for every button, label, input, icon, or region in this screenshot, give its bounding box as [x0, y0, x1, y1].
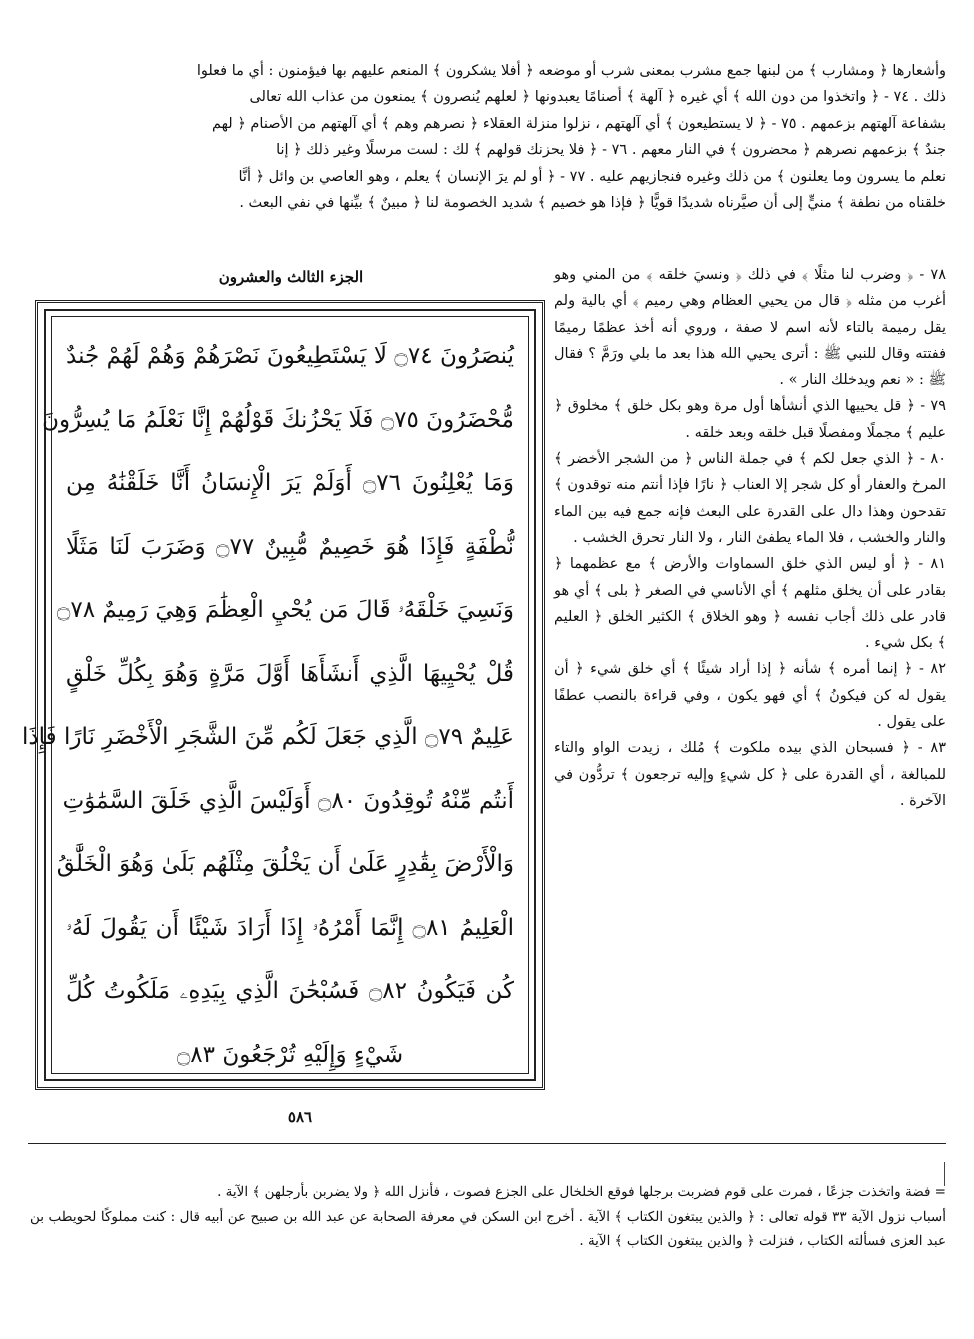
tafsir-paragraph: ٨٠ - ﴿ الذي جعل لكم ﴾ في جملة الناس ﴿ من الشجر الأخضر ﴾ المرخ والعفار أو كل شجر إلا العناب ﴿ نارًا فإذا أنتم منه توقدون ﴾ تقدحون وهذا دال على القدرة على البعث فإنه جمع فيه بين الماء والنار والخشب ، فلا الماء يطفئ النار ، ولا النار تحرق الخشب .	[554, 451, 946, 546]
quran-line: وَمَا يُعْلِنُونَ ۝٧٦ أَوَلَمْ يَرَ الْإِنسَانُ أَنَّا خَلَقْنَٰهُ مِن	[66, 470, 514, 496]
footnote: = فضة واتخذت جزعًا ، فمرت على قوم فضربت برجلها فوقع الخلخال على الجزع فصوت ، فأنزل الله ﴿ ولا يضربن بأرجلهن ﴾ الآية .	[217, 1184, 946, 1200]
footnotes	[30, 1180, 946, 1254]
commentary-line: بشفاعة آلهتهم بزعمهم . ٧٥ - ﴿ لا يستطيعون ﴾ أي آلهتهم ، نزلوا منزلة العقلاء ﴿ نصرهم وهم ﴾ أي آلهتهم من الأصنام ﴿ لهم	[211, 115, 946, 132]
quran-line: مُّحْضَرُونَ ۝٧٥ فَلَا يَحْزُنكَ قَوْلُهُمْ إِنَّا نَعْلَمُ مَا يُسِرُّونَ	[42, 406, 514, 433]
quran-line: عَلِيمٌ ۝٧٩ الَّذِي جَعَلَ لَكُم مِّنَ الشَّجَرِ الْأَخْضَرِ نَارًا فَإِذَا	[22, 724, 514, 750]
tafsir-paragraph: ٨٢ - ﴿ إنما أمره ﴾ شأنه ﴿ إذا أراد شيئًا ﴾ أي خلق شيء ﴿ أن يقول له كن فيكونُ ﴾ أي فهو يكون ، وفي قراءة بالنصب عطفًا على يقول .	[554, 661, 946, 731]
commentary-line: جندٌ ﴾ بزعمهم نصرهم ﴿ محضرون ﴾ في النار معهم . ٧٦ - ﴿ فلا يحزنك قولهم ﴾ لك : لست مرسلًا وغير ذلك ﴿ إنا	[276, 142, 946, 159]
quran-line: الْعَلِيمُ ۝٨١ إِنَّمَا أَمْرُهُۥ إِذَا أَرَادَ شَيْئًا أَن يَقُولَ لَهُۥ	[66, 914, 514, 941]
page-number: ٥٨٦	[287, 1108, 313, 1126]
tafsir-paragraph: ٨٣ - ﴿ فسبحان الذي بيده ملكوت ﴾ مُلك ، زيدت الواو والتاء للمبالغة ، أي القدرة على ﴿ كل شيءٍ وإليه ترجعون ﴾ تردُّون في الآخرة .	[554, 740, 946, 809]
quran-text-area	[22, 316, 529, 1074]
quran-frame	[22, 300, 545, 1090]
quran-line: وَالْأَرْضَ بِقَٰدِرٍ عَلَىٰ أَن يَخْلُقَ مِثْلَهُم بَلَىٰ وَهُوَ الْخَلَّٰقُ	[56, 851, 514, 877]
quran-line: يُنصَرُونَ ۝٧٤ لَا يَسْتَطِيعُونَ نَصْرَهُمْ وَهُمْ لَهُمْ جُندٌ	[66, 343, 514, 369]
commentary-line: ذلك . ٧٤ - ﴿ واتخذوا من دون الله ﴾ أي غيره ﴿ آلهة ﴾ أصنامًا يعبدونها ﴿ لعلهم يُنصرون ﴾ يمنعون من عذاب الله تعالى	[249, 89, 946, 106]
tafsir-paragraph: ٧٨ - ﴿ وضرب لنا مثلًا ﴾ في ذلك ﴿ ونسيَ خلقه ﴾ من المني وهو أغرب من مثله ﴿ قال من يحيي العظام وهي رميم ﴾ أي بالية ولم يقل رميمة بالتاء لأنه اسم لا صفة ، وروي أنه أخذ عظمًا رميمًا ففتته وقال للنبي ﷺ : أترى يحيي الله هذا بعد ما بلي ورَمَّ ؟ فقال ﷺ : « نعم ويدخلك النار » .	[554, 267, 946, 389]
tafsir-paragraph: ٨١ - ﴿ أو ليس الذي خلق السماوات والأرض ﴾ مع عظمهما ﴿ بقادر على أن يخلق مثلهم ﴾ أي الأناسي في الصغر ﴿ بلى ﴾ أي هو قادر على ذلك أجاب نفسه ﴿ وهو الخلاق ﴾ الكثير الخلق ﴿ العليم ﴾ بكل شيء .	[554, 556, 946, 652]
quran-line: نُّطْفَةٍ فَإِذَا هُوَ خَصِيمٌ مُّبِينٌ ۝٧٧ وَضَرَبَ لَنَا مَثَلًا	[66, 533, 514, 560]
top-commentary	[30, 58, 946, 216]
footnote-divider	[28, 1143, 946, 1144]
juz-header: الجزء الثالث والعشرون	[218, 268, 364, 286]
quran-line: وَنَسِيَ خَلْقَهُۥ قَالَ مَن يُحْيِ الْعِظَٰمَ وَهِيَ رَمِيمٌ ۝٧٨	[56, 597, 514, 623]
quran-frame-inner-border	[22, 309, 536, 1081]
quran-line: شَيْءٍ وَإِلَيْهِ تُرْجَعُونَ ۝٨٣	[176, 1041, 404, 1068]
quran-line: قُلْ يُحْيِيهَا الَّذِي أَنشَأَهَا أَوَّلَ مَرَّةٍ وَهُوَ بِكُلِّ خَلْقٍ	[66, 660, 514, 687]
quran-line: كُن فَيَكُونُ ۝٨٢ فَسُبْحَٰنَ الَّذِي بِيَدِهِۦ مَلَكُوتُ كُلِّ	[66, 978, 514, 1004]
commentary-line: نعلم ما يسرون وما يعلنون ﴾ من ذلك وغيره فنجازيهم عليه . ٧٧ - ﴿ أو لم يرَ الإنسان ﴾ يعلم ، وهو العاصي بن وائل ﴿ أنَّا	[238, 168, 946, 185]
side-commentary	[554, 262, 946, 814]
quran-line: أَنتُم مِّنْهُ تُوقِدُونَ ۝٨٠ أَوَلَيْسَ الَّذِي خَلَقَ السَّمَٰوَٰتِ	[62, 787, 514, 814]
footnote: أسباب نزول الآية ٣٣ قوله تعالى : ﴿ والذين يبتغون الكتاب ﴾ الآية . أخرج ابن السكن في معرفة الصحابة عن عبد الله بن صبيح عن أبيه قال : كنت مملوكًا لحويطب بن عبد العزى فسألته الكتاب ، فنزلت ﴿ والذين يبتغون الكتاب ﴾ الآية .	[30, 1208, 946, 1249]
tafsir-paragraph: ٧٩ - ﴿ قل يحييها الذي أنشأها أول مرة وهو بكل خلق ﴾ مخلوق ﴿ عليم ﴾ مجملًا ومفصلًا قبل خلقه وبعد خلقه .	[554, 398, 946, 441]
commentary-line: وأشعارها ﴿ ومشارب ﴾ من لبنها جمع مشرب بمعنى شرب أو موضعه ﴿ أفلا يشكرون ﴾ المنعم عليهم بها فيؤمنون : أي ما فعلوا	[196, 63, 946, 79]
commentary-line: خلقناه من نطفة ﴾ منيٍّ إلى أن صيَّرناه شديدًا قويًّا ﴿ فإذا هو خصيم ﴾ شديد الخصومة لنا ﴿ مبينٌ ﴾ بيِّنها في نفي البعث .	[239, 195, 946, 212]
